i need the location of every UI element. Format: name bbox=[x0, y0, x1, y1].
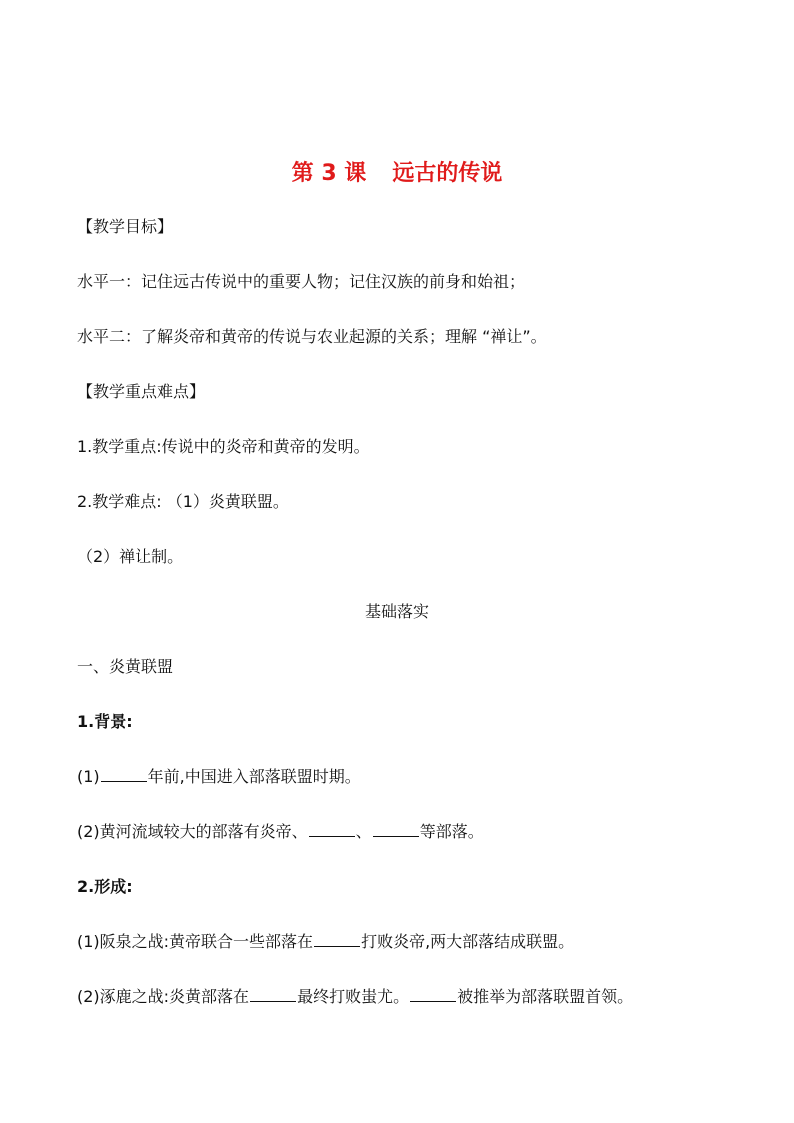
f2-text-c: 被推举为部落联盟首领。 bbox=[457, 987, 634, 1006]
lesson-title bbox=[0, 160, 794, 188]
fill-blank[interactable] bbox=[309, 822, 355, 837]
basics-heading: 基础落实 bbox=[364, 602, 429, 621]
formation-heading: 2.形成: bbox=[77, 877, 133, 896]
bg2-text-c: 等部落。 bbox=[419, 822, 484, 841]
background-item-2 bbox=[77, 821, 484, 843]
bg1-prefix: (1) bbox=[77, 767, 100, 786]
bg1-text: 年前,中国进入部落联盟时期。 bbox=[147, 767, 361, 786]
difficulty-2: （2）禅让制。 bbox=[77, 547, 184, 566]
fill-blank[interactable] bbox=[101, 767, 147, 782]
fill-blank[interactable] bbox=[250, 987, 296, 1002]
bg2-text-a: (2)黄河流域较大的部落有炎帝、 bbox=[77, 822, 308, 841]
section-1-heading: 一、炎黄联盟 bbox=[77, 657, 174, 676]
formation-item-1 bbox=[77, 931, 574, 953]
key-points-heading: 【教学重点难点】 bbox=[77, 382, 206, 401]
lesson-number: 第 3 课 bbox=[291, 161, 367, 186]
f2-text-a: (2)涿鹿之战:炎黄部落在 bbox=[77, 987, 250, 1006]
background-heading: 1.背景: bbox=[77, 712, 133, 731]
goals-heading: 【教学目标】 bbox=[77, 217, 174, 236]
bg2-text-b: 、 bbox=[355, 822, 372, 841]
goal-level-2: 水平二：了解炎帝和黄帝的传说与农业起源的关系；理解 “禅让”。 bbox=[77, 327, 547, 346]
f1-text-b: 打败炎帝,两大部落结成联盟。 bbox=[361, 932, 575, 951]
fill-blank[interactable] bbox=[410, 987, 456, 1002]
lesson-name: 远古的传说 bbox=[392, 161, 503, 186]
formation-item-2 bbox=[77, 986, 633, 1008]
f1-text-a: (1)阪泉之战:黄帝联合一些部落在 bbox=[77, 932, 314, 951]
f2-text-b: 最终打败蚩尤。 bbox=[297, 987, 410, 1006]
key-point: 1.教学重点:传说中的炎帝和黄帝的发明。 bbox=[77, 437, 370, 456]
background-item-1 bbox=[77, 766, 361, 788]
fill-blank[interactable] bbox=[314, 932, 360, 947]
goal-level-1: 水平一：记住远古传说中的重要人物；记住汉族的前身和始祖； bbox=[77, 272, 526, 291]
difficulty-1: 2.教学难点: （1）炎黄联盟。 bbox=[77, 492, 289, 511]
fill-blank[interactable] bbox=[373, 822, 419, 837]
